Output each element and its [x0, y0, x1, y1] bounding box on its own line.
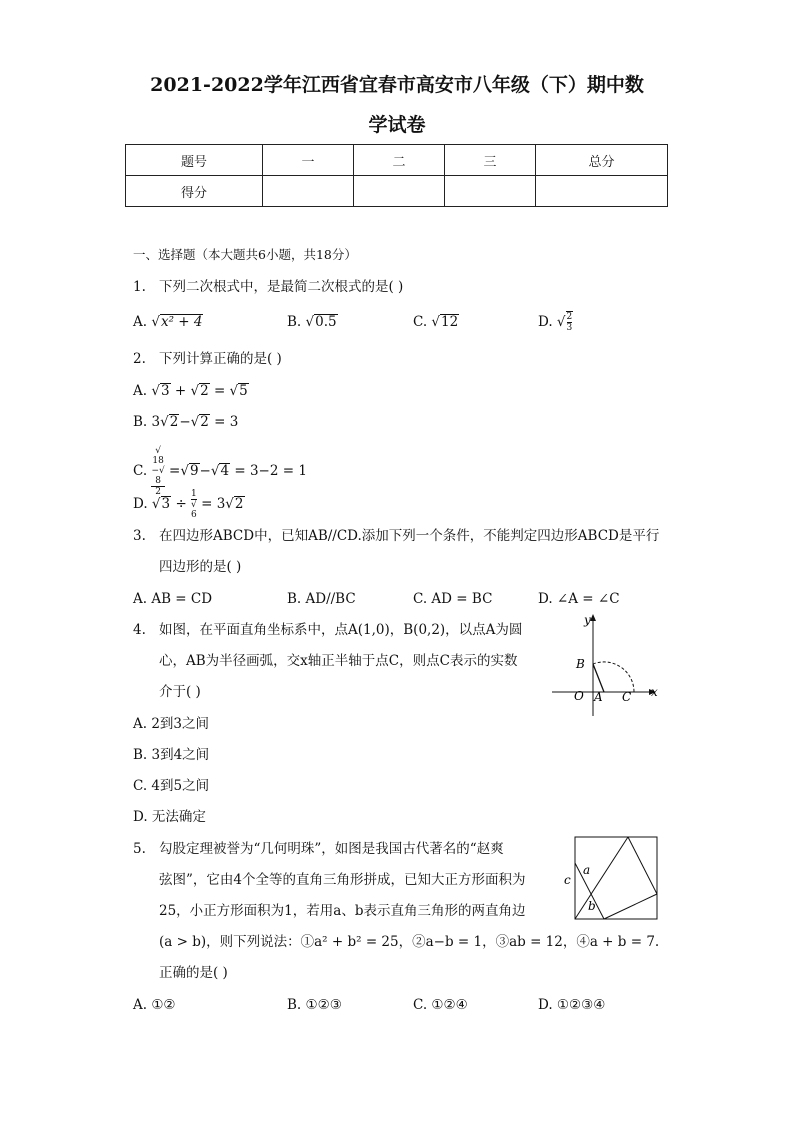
question-text: 在四边形ABCD中，已知AB//CD.添加下列一个条件，不能判定四边形ABCD是平行 — [159, 528, 660, 544]
score-header-cell: 总分 — [536, 145, 668, 176]
radicand: 4 — [220, 463, 230, 479]
q2-option-c[interactable]: C. √ 18 −√ 8 2 =√9−√4 = 3−2 = 1 — [133, 446, 307, 497]
question-text: 勾股定理被誉为“几何明珠”，如图是我国古代著名的“赵爽 — [159, 841, 504, 857]
score-header-cell: 题号 — [126, 145, 263, 176]
radicand: 2 — [169, 414, 179, 430]
radicand: 5 — [239, 383, 248, 399]
question-2 — [133, 350, 282, 368]
operator: + — [174, 383, 187, 399]
q5-option-c[interactable]: C. ①②④ — [413, 997, 468, 1013]
question-number: 1. — [133, 279, 146, 295]
equals: = — [169, 463, 181, 479]
score-table-header-row — [126, 145, 668, 176]
q2-option-d[interactable]: D. √3 ÷ 1 √ 6 = 3√2 — [133, 489, 244, 520]
question-1 — [133, 278, 403, 296]
x-label: x — [651, 685, 658, 699]
y-axis-arrow — [590, 614, 596, 621]
radicand: 12 — [441, 314, 459, 330]
side-b-label: b — [588, 899, 596, 913]
question-5-line3: 25，小正方形面积为1，若用a、b表示直角三角形的两直角边 — [159, 903, 526, 919]
coefficient: 3 — [151, 414, 161, 430]
q1-option-a[interactable]: A. √x² + 4 — [133, 314, 203, 330]
option-letter: D. — [133, 496, 148, 512]
radicand: 2 — [234, 496, 244, 512]
exam-title-line1: 2021-2022学年江西省宜春市高安市八年级（下）期中数 — [150, 74, 644, 96]
score-cell[interactable] — [354, 176, 445, 207]
q3-option-c[interactable]: C. AD = BC — [413, 591, 493, 607]
question-number: 5. — [133, 841, 146, 857]
option-letter: B. — [287, 314, 302, 330]
question-5-line4: (a > b)，则下列说法：①a² + b² = 25，②a−b = 1，③ab = 12，④a + b = 7. — [159, 934, 660, 950]
fraction-numerator: 2 — [566, 312, 573, 322]
point-c-label: C — [622, 690, 632, 704]
question-4-line3: 介于( ) — [159, 684, 201, 700]
score-table-score-row — [126, 176, 668, 207]
q1-option-b[interactable]: B. √0.5 — [287, 314, 337, 330]
radicand: 9 — [189, 463, 199, 479]
q1-option-d[interactable]: D. √ $\frac{2}{3}$ — [538, 312, 573, 333]
equals: = 3 — [201, 496, 226, 512]
side-a-label: a — [583, 863, 591, 877]
score-header-cell: 三 — [445, 145, 536, 176]
score-header-cell: 一 — [263, 145, 354, 176]
radicand: 6 — [191, 510, 197, 520]
radicand: 3 — [161, 496, 171, 512]
q5-option-d[interactable]: D. ①②③④ — [538, 997, 606, 1013]
question-3 — [133, 527, 659, 545]
result: = 3−2 = 1 — [234, 463, 307, 479]
question-4-line2: 心，AB为半径画弧，交x轴正半轴于点C，则点C表示的实数 — [159, 653, 518, 669]
triangle-hyp-2 — [628, 837, 657, 894]
question-number: 3. — [133, 528, 146, 544]
q5-option-a[interactable]: A. ①② — [133, 997, 176, 1013]
q3-option-d[interactable]: D. ∠A = ∠C — [538, 591, 620, 607]
radicand: 0.5 — [315, 314, 337, 330]
point-b-label: B — [576, 657, 585, 671]
q5-option-b[interactable]: B. ①②③ — [287, 997, 342, 1013]
question-text: 下列二次根式中，是最简二次根式的是( ) — [159, 279, 404, 295]
q2-option-a[interactable]: A. √3 + √2 = √5 — [133, 383, 248, 399]
radicand: 3 — [160, 383, 170, 399]
question-5-line5: 正确的是( ) — [159, 965, 228, 981]
q4-option-a[interactable]: A. 2到3之间 — [133, 716, 210, 732]
q4-option-d[interactable]: D. 无法确定 — [133, 809, 206, 825]
radicand: 8 — [155, 476, 161, 486]
zhao-shuang-figure — [560, 834, 660, 922]
q4-option-c[interactable]: C. 4到5之间 — [133, 778, 210, 794]
radicand: 2 — [200, 414, 209, 430]
score-row-label: 得分 — [126, 176, 263, 207]
option-letter: A. — [133, 314, 148, 330]
question-5 — [133, 840, 504, 858]
arc-bc — [593, 662, 634, 692]
q2-option-b[interactable]: B. 3√2−√2 = 3 — [133, 414, 239, 430]
exam-title-line2: 学试卷 — [368, 114, 426, 136]
option-letter: C. — [133, 463, 148, 479]
segment-ab — [593, 664, 604, 692]
y-label: y — [584, 613, 591, 627]
option-letter: A. — [133, 383, 148, 399]
question-text: 如图，在平面直角坐标系中，点A(1,0)，B(0,2)，以点A为圆 — [159, 622, 523, 638]
radicand: 2 — [200, 383, 209, 399]
option-letter: C. — [413, 314, 428, 330]
question-number: 2. — [133, 351, 146, 367]
section-heading: 一、选择题（本大题共6小题，共18分） — [133, 247, 357, 262]
q1-option-c[interactable]: C. √12 — [413, 314, 459, 330]
question-5-line2: 弦图”，它由4个全等的直角三角形拼成，已知大正方形面积为 — [159, 872, 526, 888]
option-letter: D. — [538, 314, 553, 330]
point-a-label: A — [594, 690, 603, 704]
triangle-hyp-3 — [604, 894, 657, 919]
score-cell[interactable] — [536, 176, 668, 207]
question-4 — [133, 621, 522, 639]
origin-label: O — [574, 689, 584, 703]
question-3-line2: 四边形的是( ) — [159, 559, 242, 575]
question-text: 下列计算正确的是( ) — [159, 351, 282, 367]
coordinate-figure — [548, 610, 663, 720]
q4-option-b[interactable]: B. 3到4之间 — [133, 747, 210, 763]
q3-option-b[interactable]: B. AD//BC — [287, 591, 356, 607]
score-cell[interactable] — [445, 176, 536, 207]
radicand: x² + 4 — [160, 314, 203, 330]
fraction-denominator: 3 — [566, 323, 573, 333]
score-cell[interactable] — [263, 176, 354, 207]
score-header-cell: 二 — [354, 145, 445, 176]
score-table — [125, 144, 668, 207]
radicand: 18 — [152, 456, 164, 466]
fraction-denominator: 2 — [155, 487, 161, 497]
fraction-numerator: 1 — [191, 489, 197, 499]
side-c-label: c — [564, 873, 571, 887]
question-number: 4. — [133, 622, 146, 638]
operator: − — [179, 414, 191, 430]
operator: ÷ — [175, 496, 187, 512]
equals: = — [213, 383, 226, 399]
option-letter: B. — [133, 414, 148, 430]
result: = 3 — [214, 414, 239, 430]
q3-option-a[interactable]: A. AB = CD — [133, 591, 213, 607]
